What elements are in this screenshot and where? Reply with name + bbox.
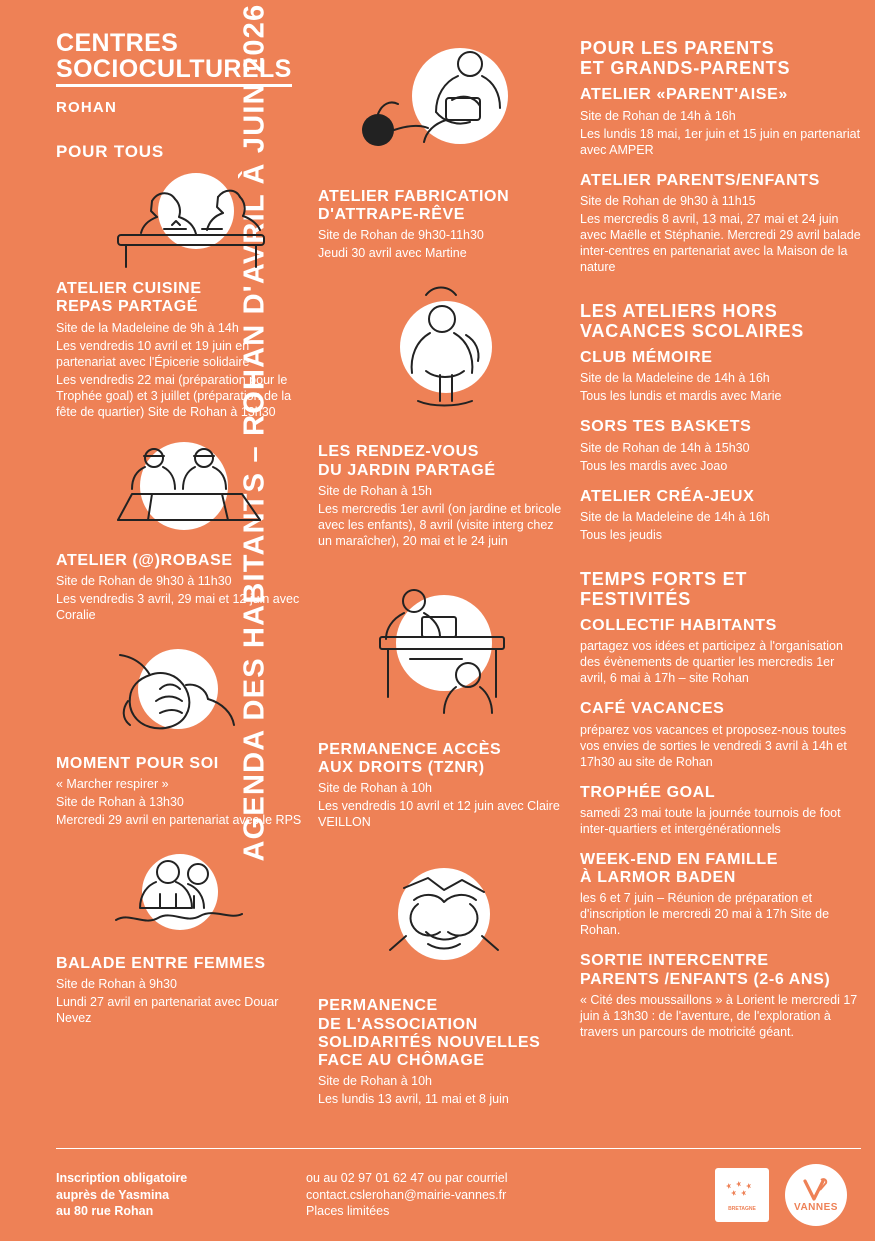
footer-logos [715,1164,861,1226]
brand-title [56,30,304,87]
item-title: ATELIER (@)ROBASE [56,551,233,569]
footer-phone: ou au 02 97 01 62 47 ou par courriel [306,1170,508,1185]
item-text: Tous les jeudis [580,527,662,542]
item-moment-pour-soi [56,755,304,828]
item-text: Jeudi 30 avril avec Martine [318,246,467,261]
item-text: Les vendredis 3 avril, 29 mai et 12 juin avec Coralie [56,591,300,622]
item-text: Site de la Madeleine de 14h à 16h [580,509,770,524]
item-title: MOMENT POUR SOI [56,754,219,772]
desk-meeting-illustration [318,563,566,733]
footer-line: au 80 rue Rohan [56,1204,154,1219]
svg-text:BRETAGNE: BRETAGNE [728,1206,756,1212]
section-pour-tous: POUR TOUS [56,142,164,161]
item-text: partagez vos idées et participez à l'organisation des évènements de quartier les mercredis 1er avril, 6 mai à 17h – site Rohan [580,639,843,686]
item-text: les 6 et 7 juin – Réunion de préparation et d'inscription le mercredi 20 mai à 17h Site de Rohan. [580,891,830,938]
item-text: Site de Rohan de 14h à 15h30 [580,440,750,455]
item-text: « Marcher respirer » [56,776,169,791]
footer-inscription [56,1170,306,1221]
item-title: ATELIER CUISINE REPAS PARTAGÉ [56,280,202,316]
column-two [318,30,580,1150]
handshake-illustration [318,844,566,989]
item-atelier-crea-jeux [580,488,861,543]
item-title: LES RENDEZ-VOUS DU JARDIN PARTAGÉ [318,443,496,479]
item-text: Les mercredis 1er avril (on jardine et bricole avec les enfants), 8 avril (visite interg chez un maraîcher), 20 mai et le 24 juin [318,501,562,548]
item-text: Site de Rohan de 9h30-11h30 [318,228,484,243]
item-trophee-goal [580,784,861,837]
logo-vannes-label: VANNES [794,1201,838,1213]
item-text: Site de Rohan à 9h30 [56,977,177,992]
item-parents-enfants [580,172,861,275]
item-jardin-partage [318,443,566,548]
item-text: samedi 23 mai toute la journée tournois de foot inter-quartiers et intergénérationnels [580,805,841,836]
footer-line: Inscription obligatoire [56,1170,188,1185]
item-text: Site de Rohan de 14h à 16h [580,108,736,123]
item-text: Site de la Madeleine de 9h à 14h [56,320,239,335]
item-title: TROPHÉE GOAL [580,783,716,801]
item-text: Les vendredis 22 mai (préparation pour le Trophée goal) et 3 juillet (préparation de la fête de quartier) Site de Rohan à 13h30 [56,372,292,419]
gardening-illustration [318,275,566,435]
cooking-illustration [56,167,304,272]
column-three [580,30,861,1150]
item-title: SORS TES BASKETS [580,418,752,436]
item-text: Site de Rohan de 9h30 à 11h15 [580,193,756,208]
footer-line: auprès de Yasmina [56,1187,170,1202]
item-text: Site de Rohan à 15h [318,483,432,498]
item-collectif-habitants [580,617,861,686]
item-permanence-snc [318,997,566,1107]
item-title: ATELIER CRÉA-JEUX [580,487,755,505]
item-permanence-acces-droits [318,741,566,830]
brand-line-1: CENTRES [56,29,179,57]
section-parents-grands-parents: POUR LES PARENTS ET GRANDS-PARENTS [580,38,791,79]
item-week-end-famille [580,851,861,938]
computer-illustration [56,434,304,544]
section-temps-forts: TEMPS FORTS ET FESTIVITÉS [580,568,748,609]
item-title: ATELIER PARENTS/ENFANTS [580,171,820,189]
item-parent-aise [580,86,861,157]
footer-note: Places limitées [306,1204,390,1219]
item-title: CLUB MÉMOIRE [580,349,713,367]
footer-email[interactable]: contact.cslerohan@mairie-vannes.fr [306,1187,507,1202]
item-club-memoire [580,349,861,404]
item-text: Site de Rohan à 10h [318,1074,432,1089]
item-atelier-cuisine [56,280,304,419]
item-atelier-arobase [56,552,304,623]
item-title: CAFÉ VACANCES [580,700,725,718]
item-text: Tous les mardis avec Joao [580,458,728,473]
item-cafe-vacances [580,700,861,769]
item-title: WEEK-END EN FAMILLE À LARMOR BADEN [580,850,779,887]
footer-contact [306,1170,606,1221]
item-text: Site de Rohan à 10h [318,781,432,796]
item-text: Les vendredis 10 avril et 12 juin avec Claire VEILLON [318,799,560,830]
item-text: Tous les lundis et mardis avec Marie [580,389,782,404]
content-columns [56,30,861,1150]
item-text: Lundi 27 avril en partenariat avec Douar Nevez [56,995,279,1026]
side-title: AGENDA DES HABITANTS – ROHAN D'AVRIL À JUIN 2026 [238,3,271,862]
item-text: Les vendredis 10 avril et 19 juin en partenariat avec l'Épicerie solidaire [56,338,250,369]
item-title: COLLECTIF HABITANTS [580,617,777,635]
item-text: Les mercredis 8 avril, 13 mai, 27 mai et 24 juin avec Maëlle et Stéphanie. Mercredi 29 avril balade inter-centres en partenariat avec la Maison de la nature [580,211,861,274]
brand-line-2: SOCIOCULTURELS [56,56,292,87]
women-walk-illustration [56,842,304,947]
item-text: Mercredi 29 avril en partenariat avec le RPS [56,812,302,827]
item-text: Les lundis 13 avril, 11 mai et 8 juin [318,1092,509,1107]
column-one [56,30,318,1150]
item-text: Site de la Madeleine de 14h à 16h [580,371,770,386]
footer [56,1148,861,1241]
brand-subtitle: ROHAN [56,99,117,116]
section-ateliers-hors-vacances: LES ATELIERS HORS VACANCES SCOLAIRES [580,300,805,341]
item-text: « Cité des moussaillons » à Lorient le mercredi 17 juin à 13h30 : de l'aventure, de l'exploration à travers un parcours de motricité géant. [580,992,858,1039]
item-text: Les lundis 18 mai, 1er juin et 15 juin en partenariat avec AMPER [580,126,861,157]
item-attrape-reve [318,188,566,261]
item-title: ATELIER «PARENT'AISE» [580,86,788,104]
item-title: SORTIE INTERCENTRE PARENTS /ENFANTS (2-6 ANS) [580,952,831,988]
item-text: Site de Rohan de 9h30 à 11h30 [56,573,232,588]
dreamcatcher-illustration [318,30,566,180]
item-title: BALADE ENTRE FEMMES [56,954,266,972]
item-title: PERMANENCE ACCÈS AUX DROITS (TZNR) [318,740,502,777]
item-sors-tes-baskets [580,418,861,473]
item-title: PERMANENCE DE L'ASSOCIATION SOLIDARITÉS NOUVELLES FACE AU CHÔMAGE [318,997,541,1070]
item-balade-entre-femmes [56,955,304,1026]
item-text: préparez vos vacances et proposez-nous toutes vos envies de sorties le vendredi 3 avril à 14h et 17h30 au site de Rohan [580,722,847,769]
logo-vannes [785,1164,847,1226]
walking-shoe-illustration [56,637,304,747]
item-title: ATELIER FABRICATION D'ATTRAPE-RÊVE [318,188,510,224]
item-sortie-intercentre [580,952,861,1039]
logo-bretagne [715,1168,769,1222]
item-text: Site de Rohan à 13h30 [56,794,184,809]
